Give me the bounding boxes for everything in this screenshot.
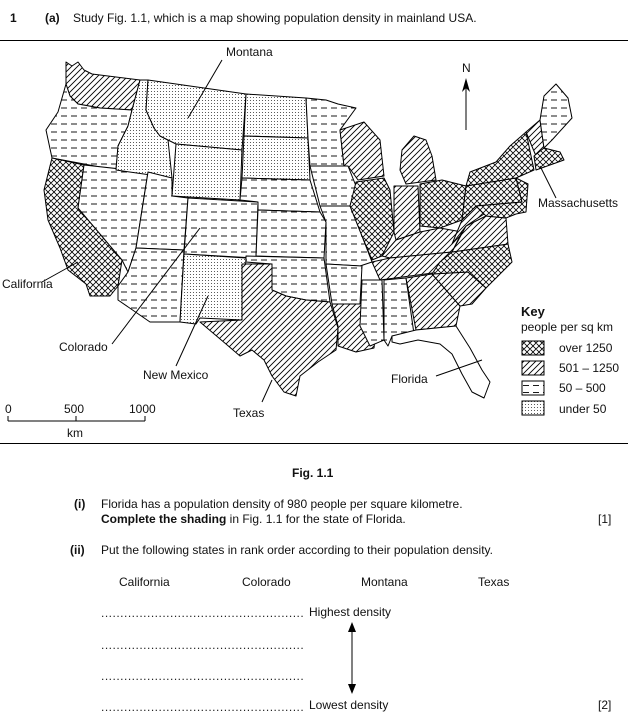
key-subtitle: people per sq km: [521, 320, 614, 334]
label-north: N: [462, 61, 471, 75]
scale-tick-500: 500: [64, 402, 85, 416]
answer-line-1[interactable]: .....................................................: [101, 606, 305, 620]
label-colorado: Colorado: [59, 340, 108, 354]
key-label-50-500: 50 – 500: [559, 381, 606, 395]
north-arrow: [462, 78, 470, 130]
state-iowa: [310, 166, 356, 206]
state-michigan: [400, 136, 436, 184]
sub-i-marks: [1]: [598, 512, 612, 526]
state-option-colorado: Colorado: [242, 575, 291, 589]
state-arkansas: [326, 264, 362, 304]
state-new-york: [466, 132, 534, 186]
state-wyoming: [172, 144, 242, 200]
scale-tick-0: 0: [5, 402, 12, 416]
sub-ii-marks: [2]: [598, 698, 612, 712]
sub-ii-label: (ii): [70, 543, 85, 557]
state-new-mexico: [180, 254, 246, 324]
density-double-arrow: [344, 620, 360, 696]
key-swatch-over-1250: [522, 341, 544, 355]
scale-tick-1000: 1000: [129, 402, 156, 416]
question-number: 1: [10, 11, 17, 25]
sub-ii-text: Put the following states in rank order according to their population density.: [101, 543, 494, 557]
label-california: California: [2, 277, 53, 291]
key-swatches: [521, 340, 547, 420]
scale-unit: km: [67, 426, 83, 440]
answer-line-2[interactable]: .....................................................: [101, 638, 305, 652]
state-ohio: [420, 180, 466, 228]
answer-line-4[interactable]: .....................................................: [101, 700, 305, 714]
scale-bar: [8, 416, 145, 421]
state-option-montana: Montana: [361, 575, 408, 589]
lowest-density-label: Lowest density: [309, 698, 389, 712]
figure-bottom-rule: [0, 443, 628, 444]
sub-i-line2: [101, 512, 406, 526]
key-title: Key: [521, 304, 545, 319]
key-swatch-under-50: [522, 401, 544, 415]
answer-line-3[interactable]: .....................................................: [101, 669, 305, 683]
label-texas: Texas: [233, 406, 265, 420]
sub-i-bold: Complete the shading: [101, 512, 227, 526]
key-label-over-1250: over 1250: [559, 341, 613, 355]
key-label-under-50: under 50: [559, 402, 607, 416]
sub-i-rest: in Fig. 1.1 for the state of Florida.: [226, 512, 406, 526]
label-montana: Montana: [226, 45, 273, 59]
label-new-mexico: New Mexico: [143, 368, 209, 382]
label-massachusetts: Massachusetts: [538, 196, 619, 210]
question-intro: Study Fig. 1.1, which is a map showing population density in mainland USA.: [73, 11, 477, 25]
key-swatch-501-1250: [522, 361, 544, 375]
figure-caption: Fig. 1.1: [292, 466, 334, 480]
label-florida: Florida: [391, 372, 428, 386]
state-north-dakota: [244, 94, 308, 138]
state-maine: [540, 84, 572, 148]
state-indiana: [394, 186, 420, 240]
sub-i-label: (i): [74, 497, 86, 511]
sub-i-line1: Florida has a population density of 980 people per square kilometre.: [101, 497, 463, 511]
highest-density-label: Highest density: [309, 605, 392, 619]
key-swatch-50-500: [522, 381, 544, 395]
key-label-501-1250: 501 – 1250: [559, 361, 620, 375]
state-south-dakota: [242, 136, 310, 180]
state-option-california: California: [119, 575, 170, 589]
state-option-texas: Texas: [478, 575, 510, 589]
state-colorado: [184, 198, 258, 258]
question-part: (a): [45, 11, 60, 25]
state-kansas: [256, 210, 326, 258]
